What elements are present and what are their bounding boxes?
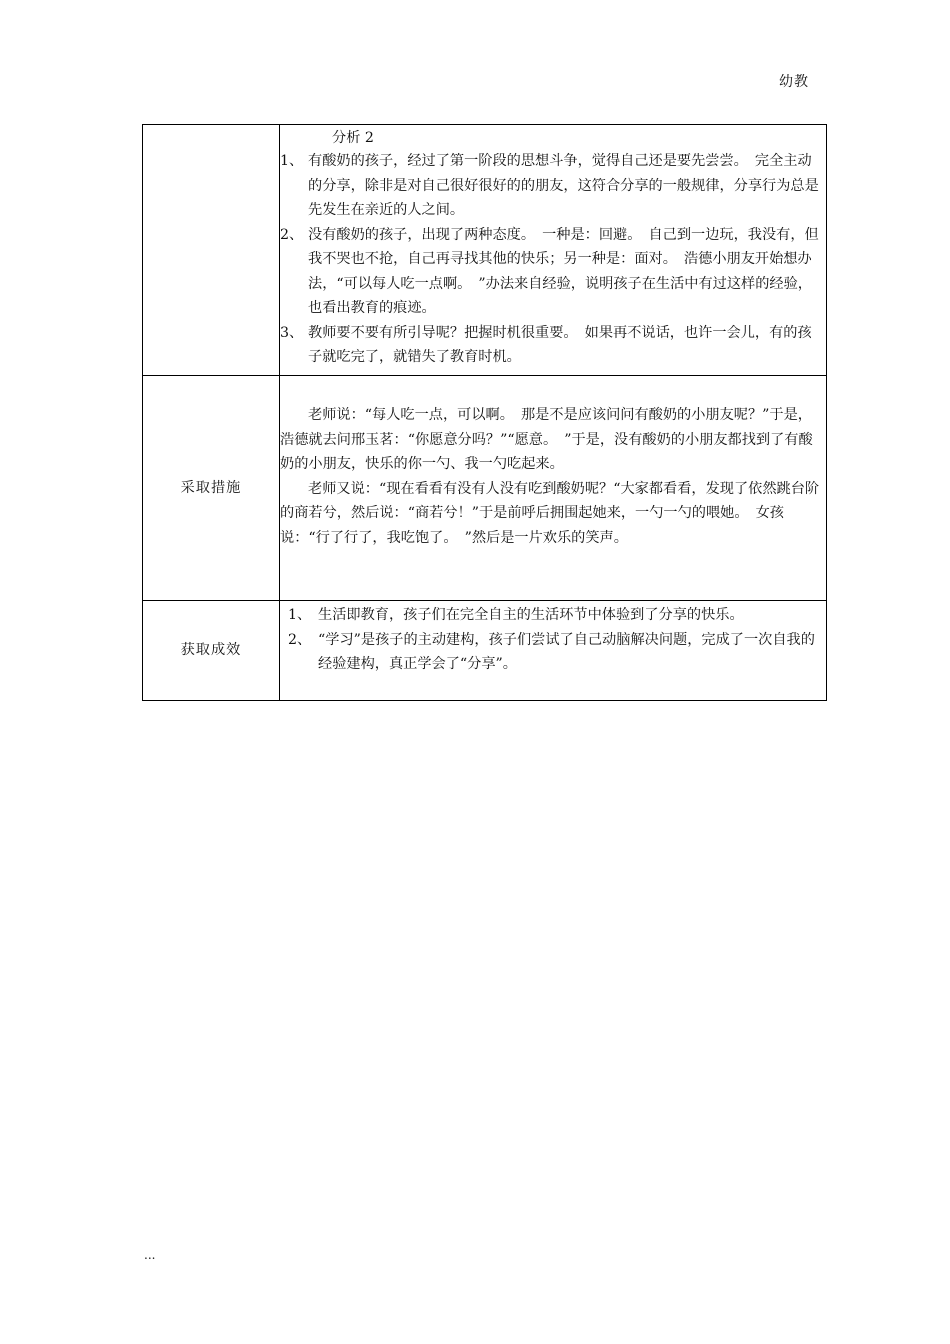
analysis-item-1 (280, 149, 824, 223)
analysis-item-text: 有酸奶的孩子，经过了第一阶段的思想斗争，觉得自己还是要先尝尝。 完全主动的分享，除非是对自己很好很好的的朋友，这符合分享的一般规律，分享行为总是先发生在亲近的人之间。 (308, 153, 819, 218)
results-label-cell: 获取成效 (143, 601, 280, 701)
results-row (143, 601, 827, 701)
results-item-text: “学习”是孩子的主动建构，孩子们尝试了自己动脑解决问题，完成了一次自我的经验建构，真正学会了“分享”。 (318, 631, 815, 672)
analysis-content-cell (280, 125, 827, 376)
measures-paragraph-1: 老师说：“每人吃一点，可以啊。 那是不是应该问问有酸奶的小朋友呢？”于是，浩德就去问邢玉茗：“你愿意分吗？”“愿意。 ”于是，没有酸奶的小朋友都找到了有酸奶的小朋友，快乐的你一勺、我一勺吃起来。 (280, 407, 813, 472)
analysis-item-number: 1、 (280, 153, 304, 169)
results-item-text: 生活即教育，孩子们在完全自主的生活环节中体验到了分享的快乐。 (318, 607, 744, 623)
analysis-item-3 (280, 321, 824, 370)
analysis-item-text: 教师要不要有所引导呢？把握时机很重要。 如果再不说话，也许一会儿，有的孩子就吃完了，就错失了教育时机。 (308, 324, 812, 365)
analysis-item-number: 3、 (280, 324, 304, 341)
analysis-label-cell (143, 125, 280, 376)
analysis-item-number: 2、 (280, 226, 304, 243)
analysis-item-text: 没有酸奶的孩子，出现了两种态度。 一种是：回避。 自己到一边玩，我没有，但我不哭也不抢，自己再寻找其他的快乐；另一种是：面对。 浩德小朋友开始想办法，“可以每人吃一点啊。 ”办法来自经验，说明孩子在生活中有过这样的经验，也看出教育的痕迹。 (308, 226, 819, 316)
results-item-number: 2、 (288, 631, 312, 648)
results-item-number: 1、 (288, 607, 312, 623)
analysis-item-2 (280, 223, 824, 321)
measures-paragraph-2: 老师又说：“现在看看有没有人没有吃到酸奶呢？“大家都看看，发现了依然跳台阶的商若兮，然后说：“商若兮！”于是前呼后拥围起她来，一勺一勺的喂她。 女孩说：“行了行了，我吃饱了。 ”然后是一片欢乐的笑声。 (280, 480, 820, 546)
content-table (142, 124, 827, 701)
measures-content-cell (280, 376, 827, 601)
analysis-subtitle: 分析 2 (332, 130, 374, 146)
analysis-row (143, 125, 827, 376)
footer-ellipsis: ... (144, 1248, 156, 1262)
measures-label-cell: 采取措施 (143, 376, 280, 601)
results-content-cell (280, 601, 827, 701)
results-item-2 (288, 628, 824, 677)
results-item-1 (288, 603, 824, 628)
header-category: 幼教 (779, 74, 809, 90)
measures-row (143, 376, 827, 601)
